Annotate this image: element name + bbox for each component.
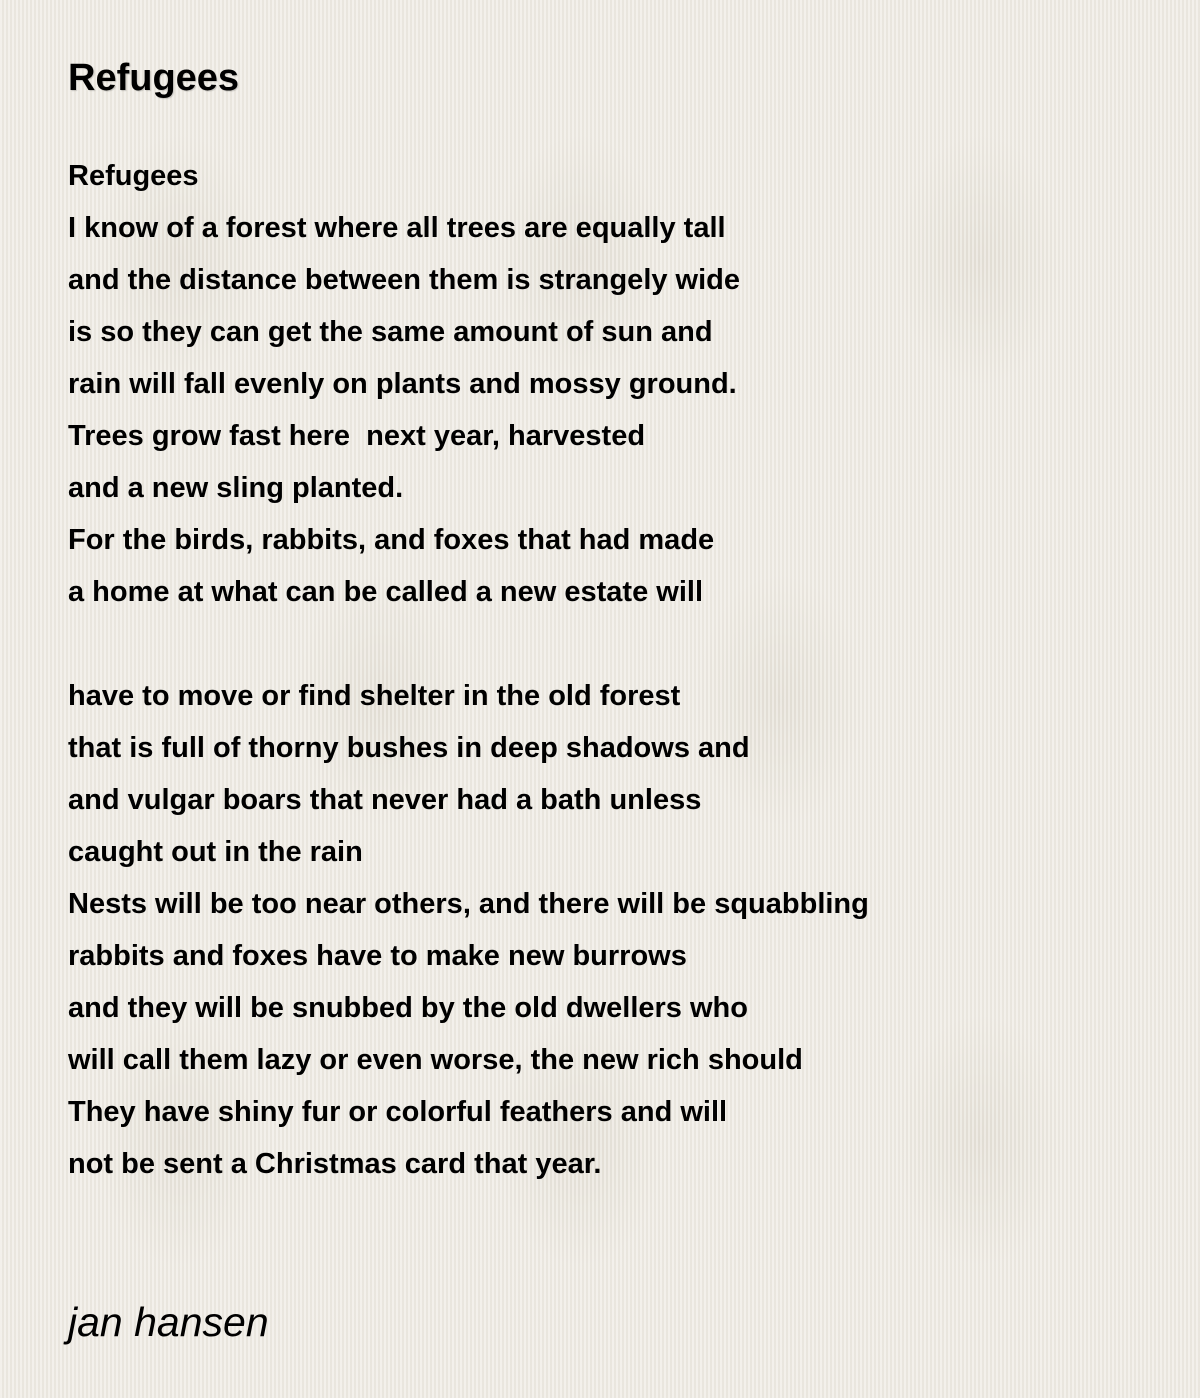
poem-line: have to move or find shelter in the old forest (68, 680, 681, 712)
poem-line: rain will fall evenly on plants and mossy ground. (68, 368, 737, 400)
poem-line: and the distance between them is strangely wide (68, 264, 741, 296)
poem-title: Refugees (68, 57, 240, 99)
poem-line: not be sent a Christmas card that year. (68, 1148, 602, 1180)
poem-line: They have shiny fur or colorful feathers and will (68, 1096, 728, 1128)
poem-line: rabbits and foxes have to make new burrows (68, 940, 687, 972)
poem-line: that is full of thorny bushes in deep shadows and (68, 732, 750, 764)
poem-line: Nests will be too near others, and there will be squabbling (68, 888, 869, 920)
poem-line: will call them lazy or even worse, the new rich should (68, 1044, 803, 1076)
poem-line: caught out in the rain (68, 836, 363, 868)
poem-line: and vulgar boars that never had a bath unless (68, 784, 702, 816)
poem-body (68, 150, 1148, 1190)
poem-line: a home at what can be called a new estate will (68, 576, 703, 608)
stanza-break (68, 618, 1148, 670)
poem-line: is so they can get the same amount of sun and (68, 316, 713, 348)
poem-line: Trees grow fast here next year, harvested (68, 420, 646, 452)
poem-line: and a new sling planted. (68, 472, 404, 504)
poem-line: Refugees (68, 160, 199, 192)
poem-line: For the birds, rabbits, and foxes that had made (68, 524, 715, 556)
poem-line: and they will be snubbed by the old dwellers who (68, 992, 748, 1024)
author-name: jan hansen (68, 1299, 269, 1345)
poem-line: I know of a forest where all trees are equally tall (68, 212, 726, 244)
